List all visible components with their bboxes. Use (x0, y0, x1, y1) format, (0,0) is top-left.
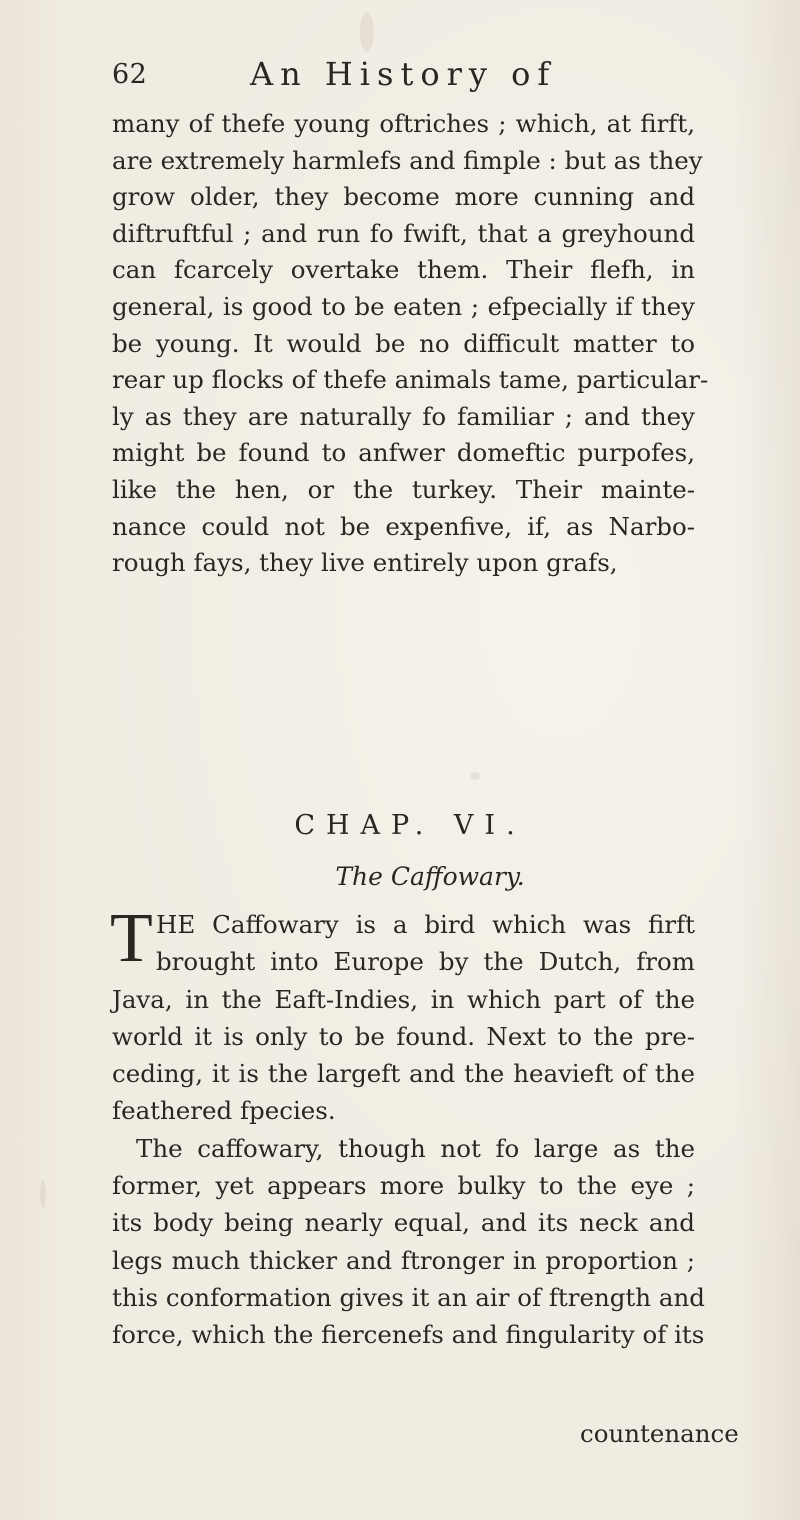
drop-cap-letter: T (110, 900, 153, 977)
paper-stain (360, 12, 374, 52)
text-line: like the hen, or the turkey. Their mainte- (112, 474, 695, 504)
chapter-body (110, 900, 705, 1354)
text-line: many of thefe young oftriches ; which, at firft, (112, 109, 695, 138)
page-number: 62 (112, 59, 148, 90)
text-line: general, is good to be eaten ; efpecially if they (112, 291, 695, 321)
text-line: ly as they are naturally fo familiar ; and they (112, 401, 695, 431)
text-line: its body being nearly equal, and its neck and (112, 1208, 695, 1238)
paper-stain (470, 772, 480, 780)
text-line: grow older, they become more cunning and (112, 182, 695, 212)
text-line: rough fays, they live entirely upon grafs, (112, 548, 618, 578)
text-line: rear up flocks of thefe animals tame, particular- (112, 365, 709, 395)
text-line: nance could not be expenfive, if, as Narbo- (112, 511, 695, 541)
text-line: be young. It would be no difficult matter to (112, 328, 695, 358)
page-header (112, 55, 632, 103)
text-line: diftruftful ; and run fo fwift, that a greyhound (112, 218, 695, 248)
text-line: can fcarcely overtake them. Their flefh, in (112, 255, 695, 285)
text-line: Java, in the Eaft-Indies, in which part of the (112, 984, 695, 1014)
text-line: The caffowary, though not fo large as the (136, 1133, 695, 1163)
chapter-title: The Caffowary. (335, 862, 525, 891)
text-line: world it is only to be found. Next to the pre- (112, 1021, 695, 1051)
text-line: might be found to anfwer domeftic purpofes, (112, 438, 695, 468)
text-line: are extremely harmlefs and fimple : but as they (112, 145, 703, 175)
paper-stain (40, 1180, 46, 1208)
text-line: force, which the fiercenefs and fingularity of its (112, 1320, 705, 1350)
text-line: legs much thicker and ftronger in proportion ; (112, 1245, 695, 1275)
paragraph-ostriches (112, 106, 709, 582)
text-line: brought into Europe by the Dutch, from (156, 947, 695, 977)
first-line-text: HE Caffowary is a bird which was firft (156, 910, 695, 939)
text-line: this conformation gives it an air of ftrength and (112, 1282, 705, 1312)
text-line: former, yet appears more bulky to the eye ; (112, 1171, 695, 1201)
running-title: An History of (250, 55, 557, 93)
catchword: countenance (580, 1419, 739, 1448)
text-line: ceding, it is the largeft and the heavieft of the (112, 1059, 695, 1089)
text-line: feathered fpecies. (112, 1096, 336, 1126)
chapter-heading: CHAP. VI. (294, 810, 526, 841)
